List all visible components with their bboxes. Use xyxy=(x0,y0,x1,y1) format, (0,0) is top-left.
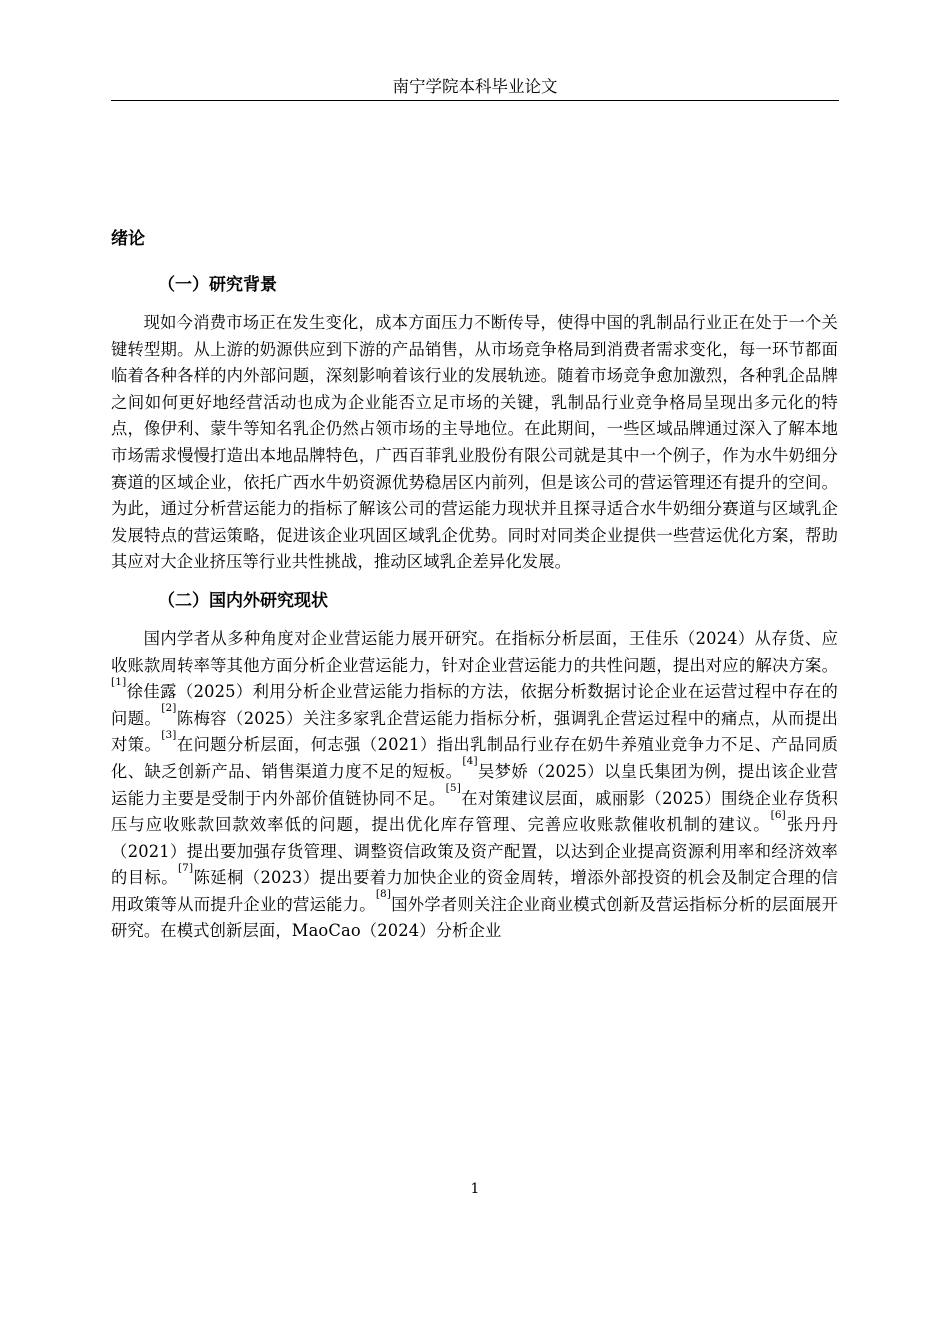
page-number: 1 xyxy=(470,1181,480,1197)
literature-run: 陈延桐（2023）提出要着力加快企业的资金周转，增添外部投资的机会及制定合理的信用政策等从而提升企业的营运能力。 xyxy=(111,868,838,914)
page-body xyxy=(111,226,838,957)
literature-paragraph xyxy=(111,626,838,945)
citation-marker: [4] xyxy=(462,755,478,768)
literature-run: 在问题分析层面，何志强（2021）指出乳制品行业存在奶牛养殖业竞争力不足、产品同质化、缺乏创新产品、销售渠道力度不足的短板。 xyxy=(111,735,838,781)
citation-marker: [7] xyxy=(177,861,194,874)
running-header: 南宁学院本科毕业论文 xyxy=(392,77,558,96)
citation-marker: [3] xyxy=(161,728,177,741)
section-title-background: （一）研究背景 xyxy=(158,275,277,295)
literature-run: 陈梅容（2025）关注多家乳企营运能力指标分析，强调乳企营运过程中的痛点，从而提出对策。 xyxy=(111,708,838,755)
literature-run: 张丹丹（2021）提出要加强存货管理、调整资信政策及资产配置，以达到企业提高资源利用率和经济效率的目标。 xyxy=(111,815,838,888)
citation-marker: [1] xyxy=(111,675,127,688)
background-paragraph: 现如今消费市场正在发生变化，成本方面压力不断传导，使得中国的乳制品行业正在处于一个关键转型期。从上游的奶源供应到下游的产品销售，从市场竞争格局到消费者需求变化，每一环节都面临着各种各样的内外部问题，深刻影响着该行业的发展轨迹。随着市场竞争愈加激烈，各种乳企品牌之间如何更好地经营活动也成为企业能否立足市场的关键，乳制品行业竞争格局呈现出多元化的特点，像伊利、蒙牛等知名乳企仍然占领市场的主导地位。在此期间，一些区域品牌通过深入了解本地市场需求慢慢打造出本地品牌特色，广西百菲乳业股份有限公司就是其中一个例子，作为水牛奶细分赛道的区域企业，依托广西水牛奶资源优势稳居区内前列，但是该公司的营运管理还有提升的空间。为此，通过分析营运能力的指标了解该公司的营运能力现状并且探寻适合水牛奶细分赛道与区域乳企发展特点的营运策略，促进该企业巩固区域乳企优势。同时对同类企业提供一些营运优化方案，帮助其应对大企业挤压等行业共性挑战，推动区域乳企差异化发展。 xyxy=(111,313,838,572)
citation-marker: [6] xyxy=(770,808,786,821)
header-divider xyxy=(111,100,839,101)
literature-run: 在对策建议层面，戚丽影（2025）围绕企业存货积压与应收账款回款效率低的问题，提出优化库存管理、完善应收账款催收机制的建议。 xyxy=(111,788,838,835)
literature-run: 吴梦娇（2025）以皇氏集团为例，提出该企业营运能力主要是受制于内外部价值链协同不足。 xyxy=(111,761,839,808)
section-title-literature: （二）国内外研究现状 xyxy=(158,590,328,611)
citation-marker: [8] xyxy=(375,888,392,901)
citation-marker: [2] xyxy=(161,702,177,715)
literature-run: 徐佳露（2025）利用分析企业营运能力指标的方法，依据分析数据讨论企业在运营过程中存在的问题。 xyxy=(111,682,838,728)
citation-marker: [5] xyxy=(445,782,461,795)
literature-run: 国内学者从多种角度对企业营运能力展开研究。在指标分析层面，王佳乐（2024）从存货、应收账款周转率等其他方面分析企业营运能力，针对企业营运能力的共性问题，提出对应的解决方案。 xyxy=(111,628,838,675)
chapter-title: 绪论 xyxy=(111,229,145,249)
literature-run: 国外学者则关注企业商业模式创新及营运指标分析的层面展开研究。在模式创新层面，MaoCao（2024）分析企业 xyxy=(111,894,838,941)
